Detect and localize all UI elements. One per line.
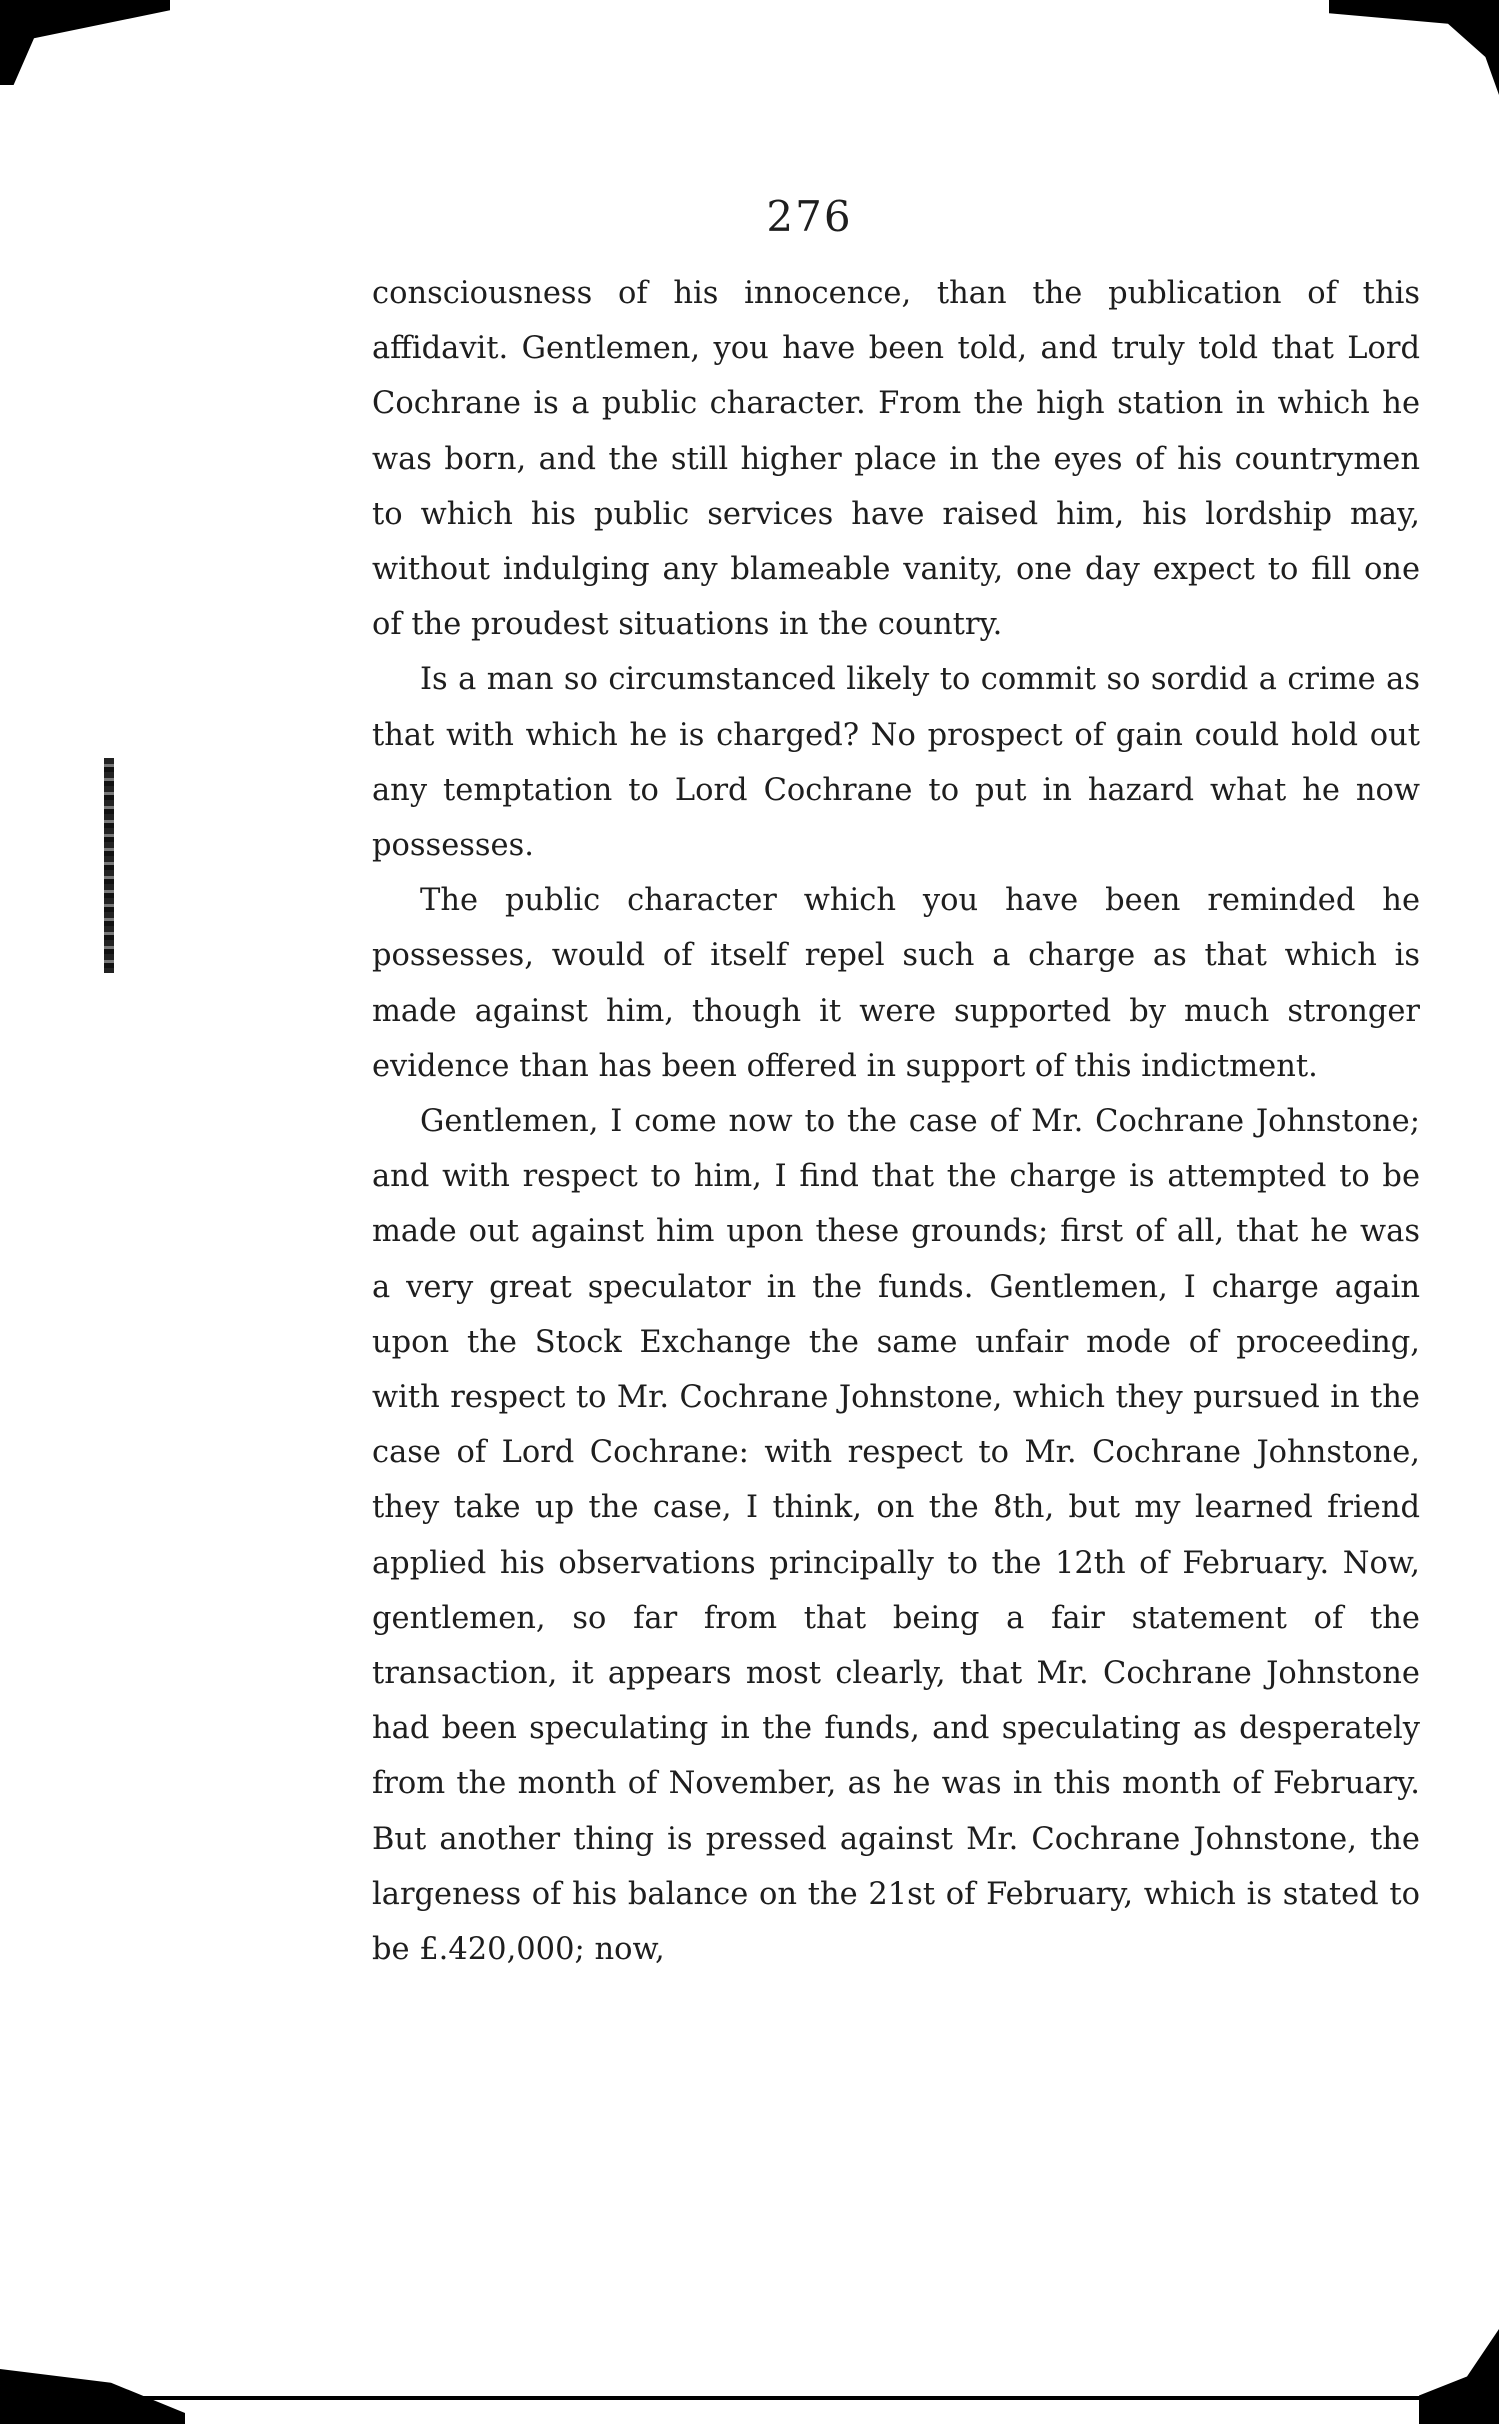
scan-edge-bottom-right (1419, 2329, 1499, 2424)
scan-edge-top-right (1329, 0, 1499, 95)
paragraph: Gentlemen, I come now to the case of Mr. Cochrane Johnstone; and with respect to him, I find that the charge is attempted to be made out against him upon these grounds; first of all, that he was a very great speculator in the funds. Gentlemen, I charge again upon the Stock Exchange the same unfair mode of proceeding, with respect to Mr. Cochrane Johnstone, which they pursued in the case of Lord Cochrane: with respect to Mr. Cochrane Johnstone, they take up the case, I think, on the 8th, but my learned friend applied his observations principally to the 12th of February. Now, gentlemen, so far from that being a fair statement of the transaction, it appears most clearly, that Mr. Cochrane Johnstone had been speculating in the funds, and speculating as desperately from the month of November, as he was in this month of February. But another thing is pressed against Mr. Cochrane Johnstone, the largeness of his balance on the 21st of February, which is stated to be £.420,000; now, (372, 1104, 1420, 1968)
scan-edge-bottom-rule (0, 2396, 1499, 2400)
paragraph: The public character which you have been reminded he possesses, would of itself repel such a charge as that which is made against him, though it were supported by much stronger evidence than has been offered in support of this indictment. (372, 883, 1420, 1084)
page-number: 276 (766, 192, 853, 241)
scan-edge-top-left (0, 0, 170, 85)
paragraph: Is a man so circumstanced likely to commit so sordid a crime as that with which he is charged? No prospect of gain could hold out any temptation to Lord Cochrane to put in hazard what he now possesses. (372, 662, 1420, 864)
binding-margin-mark (104, 758, 114, 973)
paragraph-continued: consciousness of his innocence, than the publication of this affidavit. Gentlemen, you have been told, and truly told that Lord Cochrane is a public character. From the high station in which he was born, and the still higher place in the eyes of his countrymen to which his public services have raised him, his lordship may, without indulging any blameable vanity, one day expect to fill one of the proudest situations in the country. (372, 276, 1420, 643)
body-text (372, 266, 1420, 1977)
